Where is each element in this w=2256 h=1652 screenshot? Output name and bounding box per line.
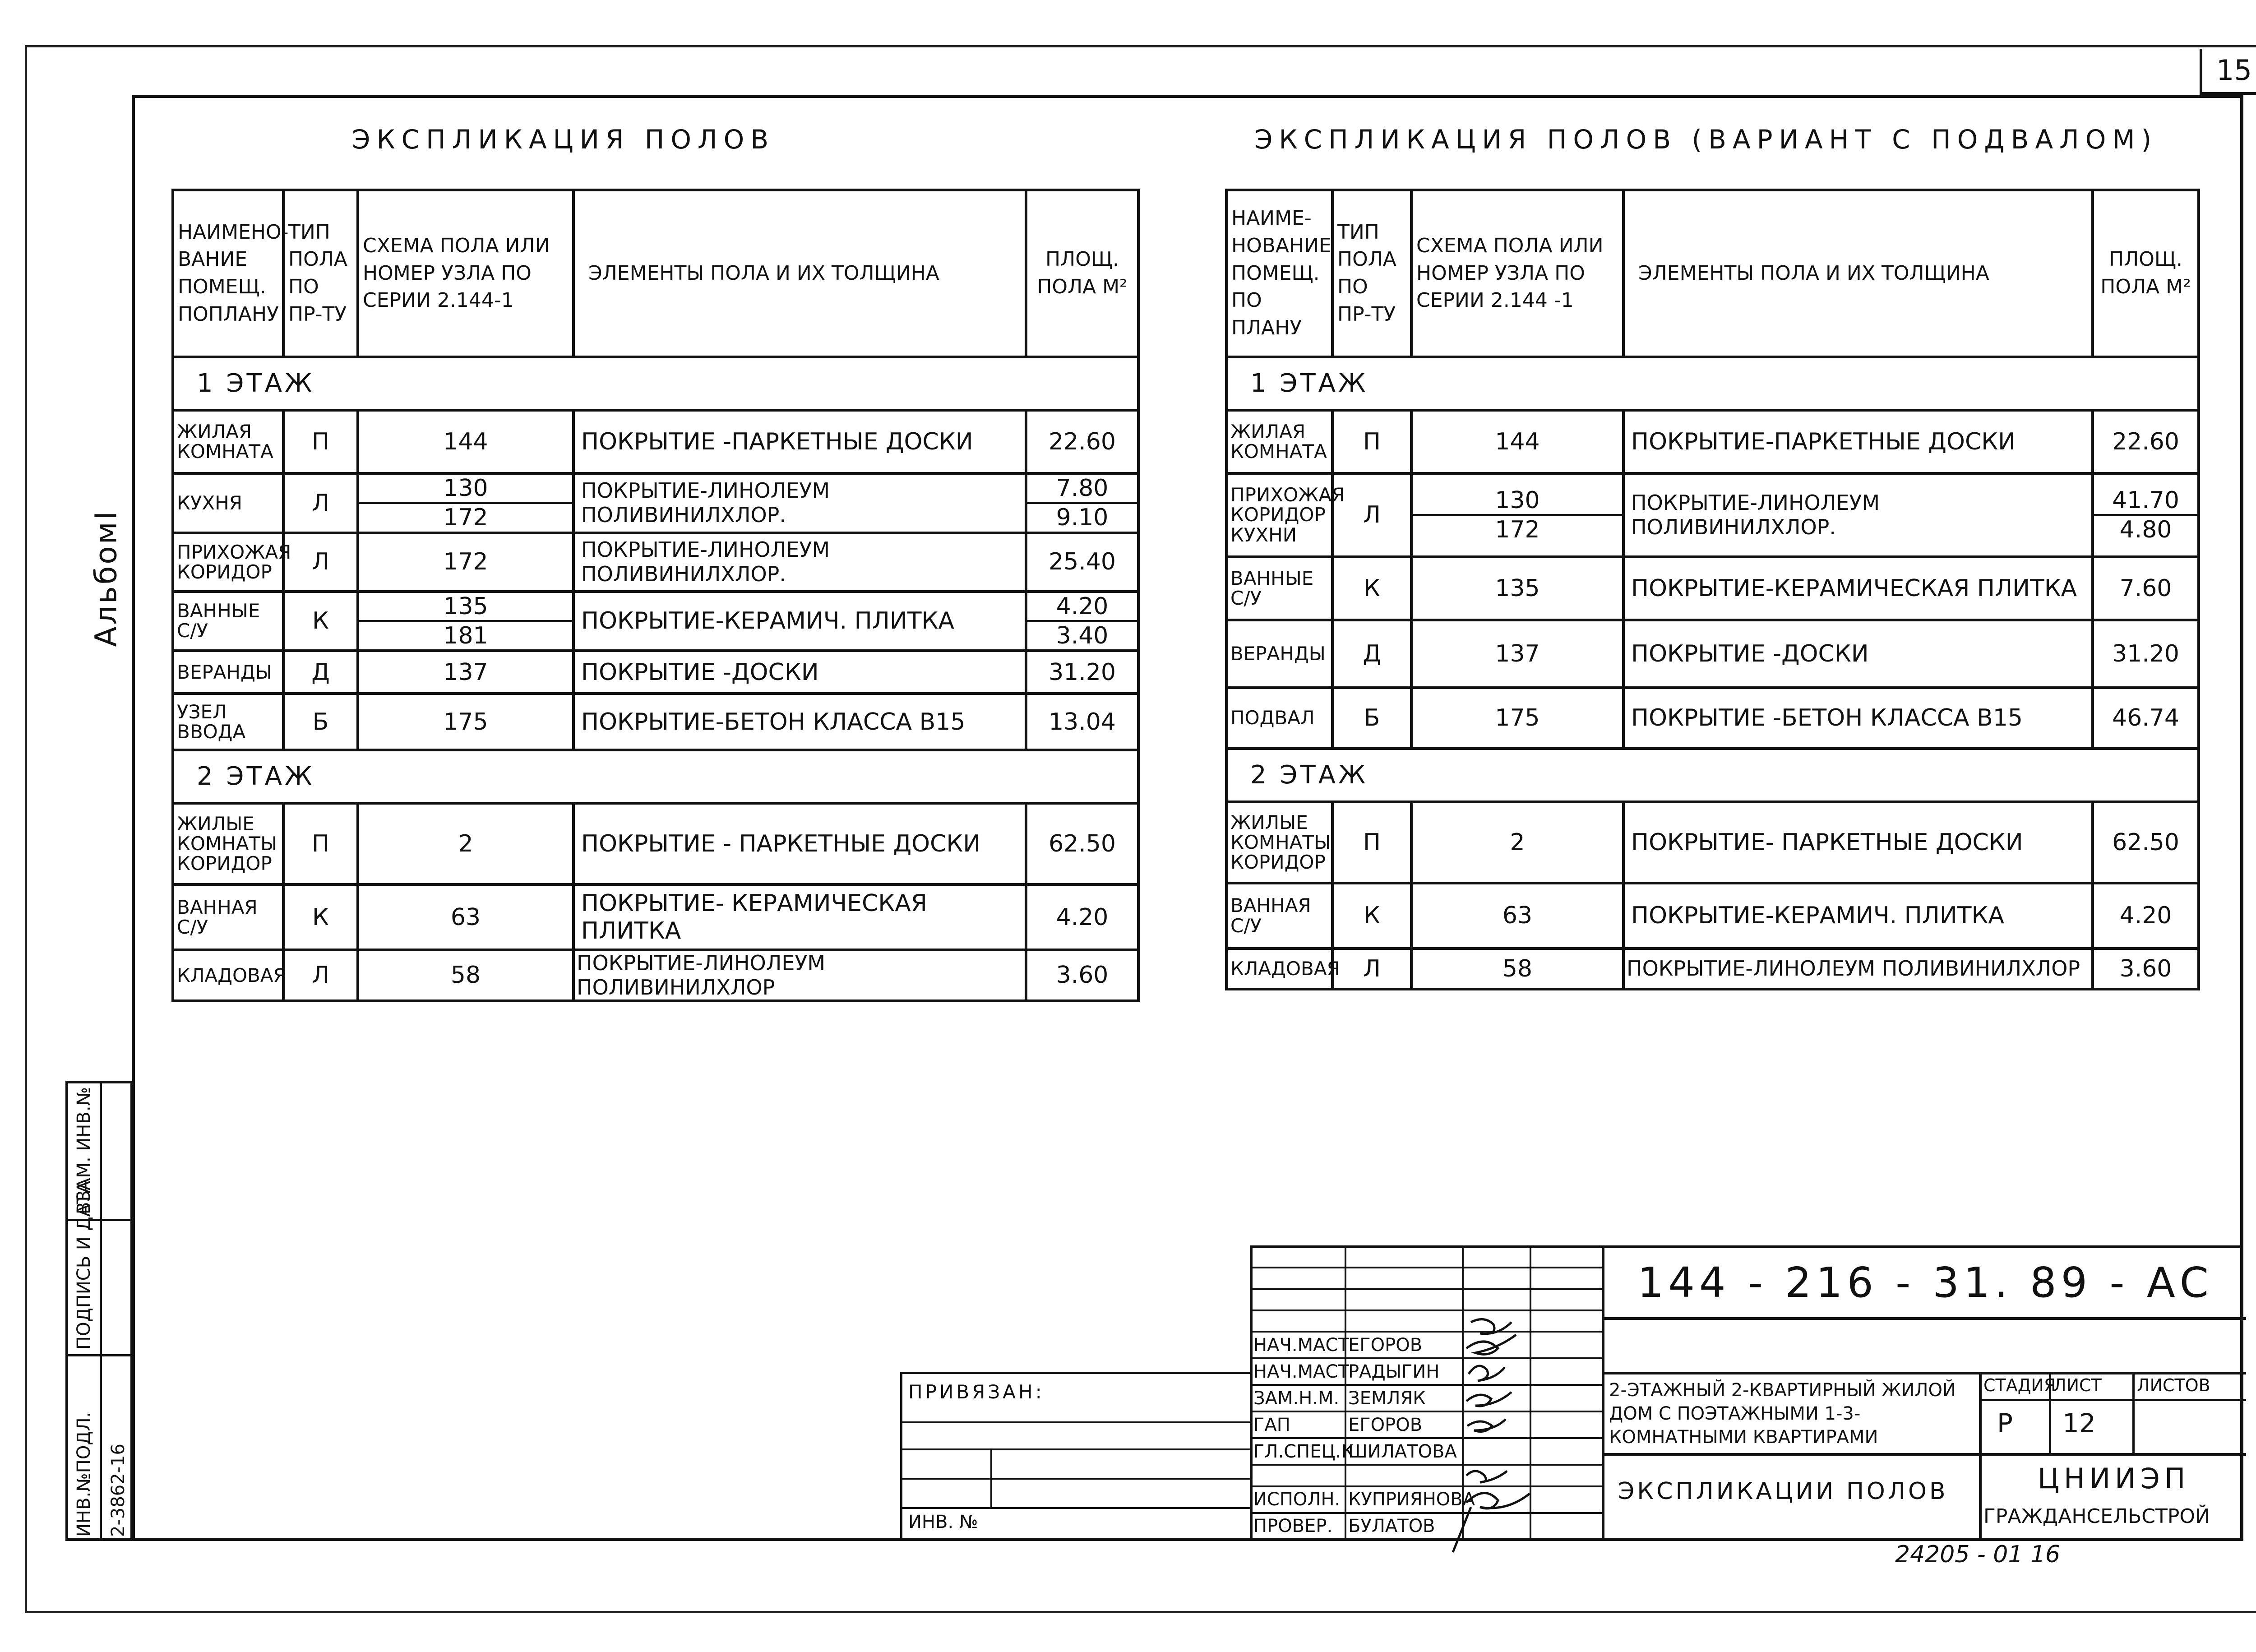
header-elements: ЭЛЕМЕНТЫ ПОЛА И ИХ ТОЛЩИНА (573, 190, 1026, 357)
footer-code: 24205 - 01 16 (1895, 1541, 2061, 1568)
sheet-title: ЭКСПЛИКАЦИИ ПОЛОВ (1618, 1478, 1948, 1505)
right-floor-table (1225, 189, 2200, 990)
header-type: ТИП ПОЛА ПО ПР-ТУ (1332, 190, 1411, 357)
table-row: ЖИЛЫЕ КОМНАТЫ КОРИДОР П 2 ПОКРЫТИЕ - ПАРКЕТНЫЕ ДОСКИ 62.50 (173, 803, 1138, 884)
floor-1-label: 1 ЭТАЖ (173, 357, 1138, 410)
table-row: ВАННАЯ С/У К 63 ПОКРЫТИЕ- КЕРАМИЧЕСКАЯ ПЛИТКА 4.20 (173, 884, 1138, 950)
sheet-number: 15 (2200, 49, 2256, 95)
side-vzam-inv: ВЗАМ. ИНВ.№ (74, 1087, 94, 1214)
table-row: КЛАДОВАЯ Л 58 ПОКРЫТИЕ-ЛИНОЛЕУМ ПОЛИВИНИЛХЛОР 3.60 (173, 950, 1138, 1001)
side-podpis-data: ПОДПИСЬ И ДАТА (74, 1181, 94, 1350)
project-title: 2-ЭТАЖНЫЙ 2-КВАРТИРНЫЙ ЖИЛОЙ ДОМ С ПОЭТАЖНЫМИ 1-3-КОМНАТНЫМИ КВАРТИРАМИ (1609, 1380, 1956, 1448)
floor-2-label: 2 ЭТАЖ (173, 750, 1138, 803)
stage-label: СТАДИЯ (1983, 1375, 2056, 1395)
side-inv-podl: ИНВ.№ПОДЛ. (74, 1411, 94, 1537)
table-header-row (1226, 190, 2199, 357)
document-number: 144 - 216 - 31. 89 - АС (1604, 1245, 2246, 1320)
album-label: АльбомI (88, 509, 124, 647)
header-name: НАИМЕ-НОВАНИЕ ПОМЕЩ. ПО ПЛАНУ (1226, 190, 1332, 357)
header-scheme: СХЕМА ПОЛА ИЛИ НОМЕР УЗЛА ПО СЕРИИ 2.144 -1 (1411, 190, 1623, 357)
table-row: ЖИЛАЯ КОМНАТА П 144 ПОКРЫТИЕ-ПАРКЕТНЫЕ ДОСКИ 22.60 (1226, 410, 2199, 473)
header-type: ТИП ПОЛА ПО ПР-ТУ (283, 190, 358, 357)
left-floor-table (171, 189, 1140, 1002)
left-table-title: ЭКСПЛИКАЦИЯ ПОЛОВ (352, 124, 775, 155)
table-row: ЖИЛЫЕ КОМНАТЫ КОРИДОР П 2 ПОКРЫТИЕ- ПАРКЕТНЫЕ ДОСКИ 62.50 (1226, 802, 2199, 883)
stage-value: Р (1997, 1408, 2013, 1439)
floor-2-label: 2 ЭТАЖ (1226, 749, 2199, 802)
table-row: КУХНЯ Л 130 172 ПОКРЫТИЕ-ЛИНОЛЕУМ ПОЛИВИНИЛХЛОР. 7.80 9.10 (173, 473, 1138, 533)
table-row: ВАННЫЕ С/У К 135 181 ПОКРЫТИЕ-КЕРАМИЧ. ПЛИТКА 4.20 3.40 (173, 592, 1138, 651)
table-row: ЖИЛАЯ КОМНАТА П 144 ПОКРЫТИЕ -ПАРКЕТНЫЕ ДОСКИ 22.60 (173, 410, 1138, 473)
organization-2: ГРАЖДАНСЕЛЬСТРОЙ (1983, 1505, 2210, 1528)
table-row: УЗЕЛ ВВОДА Б 175 ПОКРЫТИЕ-БЕТОН КЛАССА В15 13.04 (173, 694, 1138, 750)
privyazan-label: ПРИВЯЗАН: (908, 1381, 1045, 1403)
side-stamp (65, 1081, 133, 1541)
right-table-title: ЭКСПЛИКАЦИЯ ПОЛОВ (ВАРИАНТ С ПОДВАЛОМ) (1254, 124, 2158, 155)
floor-1-label: 1 ЭТАЖ (1226, 357, 2199, 410)
table-header-row (173, 190, 1138, 357)
signatures-icon (1462, 1313, 1602, 1548)
header-elements: ЭЛЕМЕНТЫ ПОЛА И ИХ ТОЛЩИНА (1623, 190, 2093, 357)
table-row: ВАННЫЕ С/У К 135 ПОКРЫТИЕ-КЕРАМИЧЕСКАЯ ПЛИТКА 7.60 (1226, 557, 2199, 620)
table-row: ПРИХОЖАЯ КОРИДОР Л 172 ПОКРЫТИЕ-ЛИНОЛЕУМ ПОЛИВИНИЛХЛОР. 25.40 (173, 533, 1138, 592)
title-block (1250, 1245, 2243, 1541)
side-inv-value: 2-3862-16 (108, 1443, 129, 1537)
header-scheme: СХЕМА ПОЛА ИЛИ НОМЕР УЗЛА ПО СЕРИИ 2.144-1 (358, 190, 573, 357)
table-row: ВЕРАНДЫ Д 137 ПОКРЫТИЕ -ДОСКИ 31.20 (173, 651, 1138, 694)
header-area: ПЛОЩ. ПОЛА М² (1026, 190, 1138, 357)
table-row: ПОДВАЛ Б 175 ПОКРЫТИЕ -БЕТОН КЛАССА В15 46.74 (1226, 688, 2199, 749)
organization: ЦНИИЭП (2038, 1462, 2190, 1495)
privyazan-block (900, 1372, 1250, 1541)
table-row: КЛАДОВАЯ Л 58 ПОКРЫТИЕ-ЛИНОЛЕУМ ПОЛИВИНИЛХЛОР 3.60 (1226, 949, 2199, 989)
title-block-right (1602, 1245, 2243, 1541)
header-area: ПЛОЩ. ПОЛА М² (2093, 190, 2199, 357)
header-name: НАИМЕНО-ВАНИЕ ПОМЕЩ. ПОПЛАНУ (173, 190, 283, 357)
inv-no-label: ИНВ. № (908, 1512, 978, 1532)
sheet-label: ЛИСТ (2053, 1375, 2102, 1395)
signature-grid: НАЧ.МАСТ ЕГОРОВ НАЧ.МАСТ РАДЫГИН ЗАМ.Н.М. ЗЕМЛЯК ГАП ЕГОРОВ ГЛ.СПЕЦ.К ШИЛАТОВА ИСПОЛН. КУПРИЯНОВА ПРОВЕР. БУЛАТОВ (1250, 1245, 1604, 1541)
sheet-value: 12 (2062, 1408, 2096, 1439)
sheets-label: ЛИСТОВ (2137, 1375, 2210, 1395)
table-row: ПРИХОЖАЯ КОРИДОР КУХНИ Л 130 172 ПОКРЫТИЕ-ЛИНОЛЕУМ ПОЛИВИНИЛХЛОР. 41.70 4.80 (1226, 473, 2199, 557)
table-row: ВЕРАНДЫ Д 137 ПОКРЫТИЕ -ДОСКИ 31.20 (1226, 620, 2199, 688)
table-row: ВАННАЯ С/У К 63 ПОКРЫТИЕ-КЕРАМИЧ. ПЛИТКА 4.20 (1226, 883, 2199, 949)
